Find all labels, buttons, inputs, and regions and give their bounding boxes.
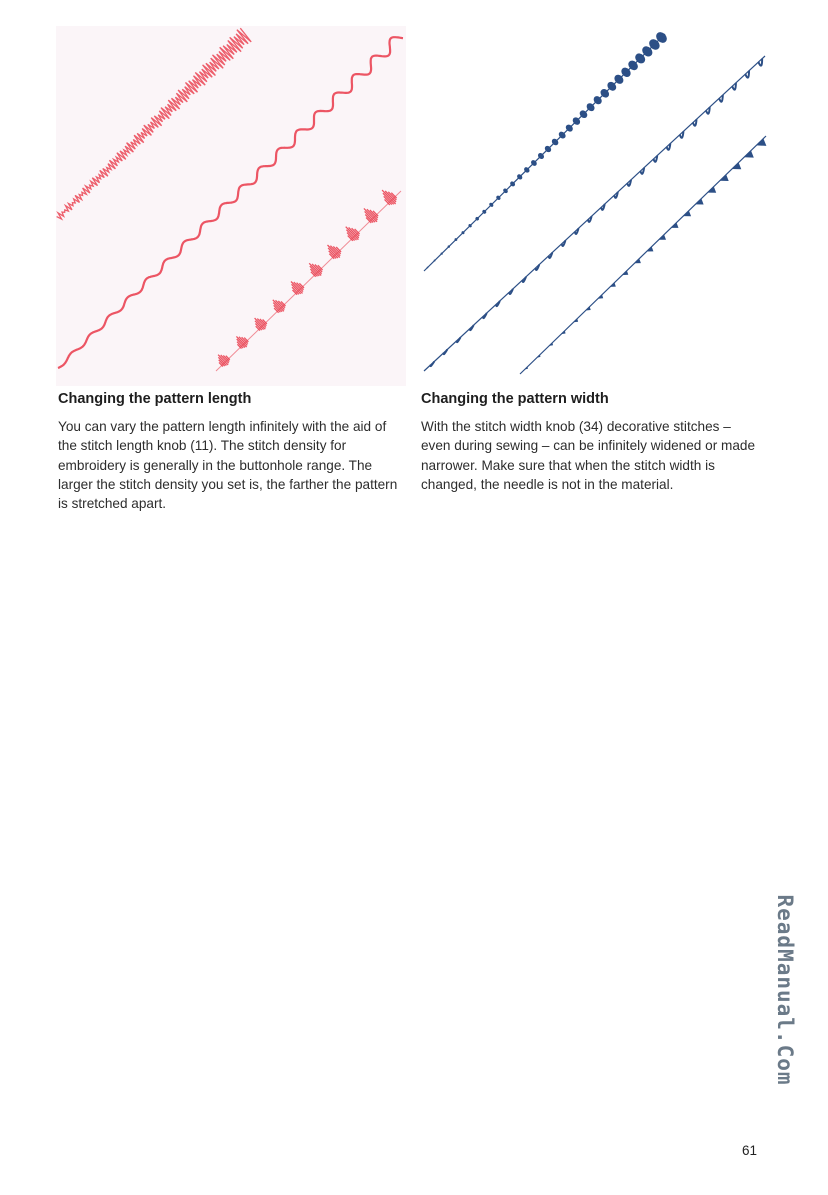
pattern-width-stitch-figure: [420, 26, 770, 386]
watermark: [760, 875, 810, 1105]
wave-stitch-row: [58, 37, 403, 368]
dense-zigzag-row: [57, 28, 252, 219]
page-number: 61: [742, 1143, 758, 1158]
watermark-text: ReadManual.Com: [773, 894, 797, 1086]
bead-stitch-row: [424, 30, 669, 271]
pattern-length-heading: Changing the pattern length: [58, 391, 252, 407]
pattern-length-stitch-figure: [56, 26, 406, 386]
pattern-length-section: [58, 391, 398, 513]
pattern-width-body: With the stitch width knob (34) decorative stitches – even during sewing – can be infinitely widened or made narrower. Make sure that when the stitch width is changed, the needle is not in the material.: [421, 419, 756, 492]
pattern-width-heading: Changing the pattern width: [421, 391, 609, 407]
satin-block-row: [216, 190, 401, 371]
pattern-width-section: [421, 391, 761, 494]
pattern-length-body: You can vary the pattern length infinitely with the aid of the stitch length knob (11). The stitch density for embroidery is generally in the buttonhole range. The larger the stitch density you set is, the farther the pattern is stretched apart.: [58, 419, 398, 512]
